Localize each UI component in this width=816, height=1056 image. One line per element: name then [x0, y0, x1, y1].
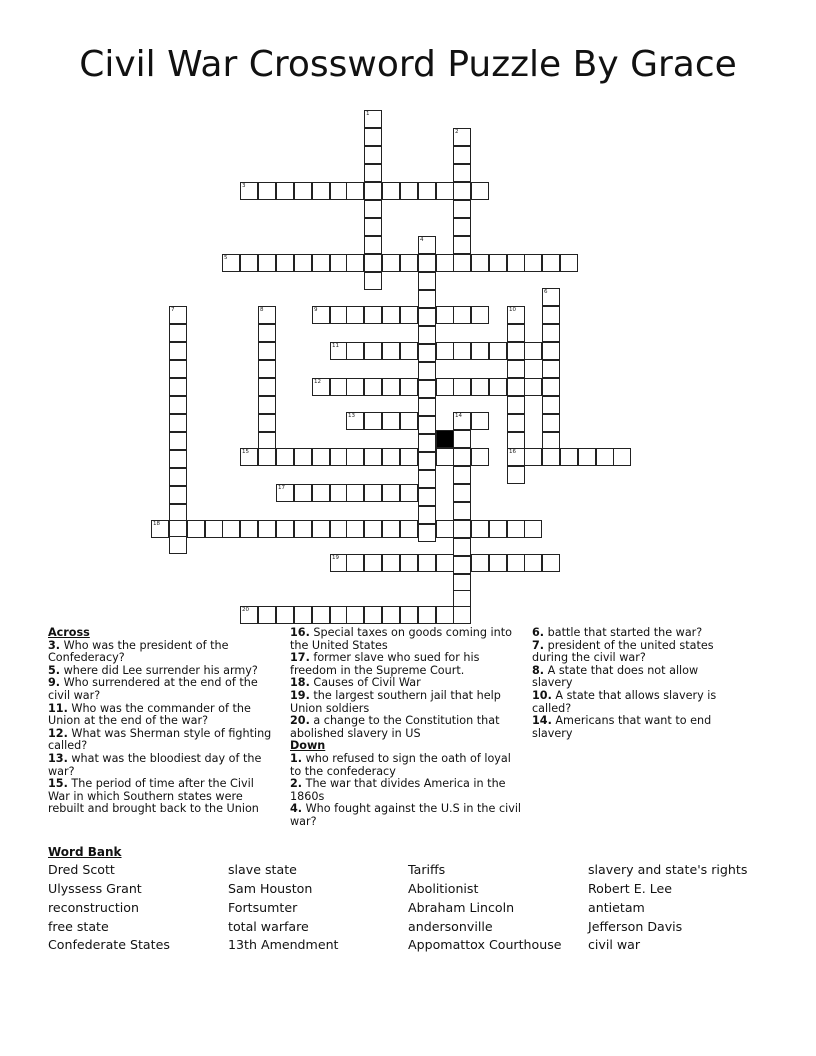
crossword-cell[interactable] [276, 182, 294, 200]
crossword-cell[interactable] [453, 218, 471, 236]
crossword-cell[interactable] [507, 342, 525, 360]
clue-across-3: 3. Who was the president of the Confederacy? [48, 638, 229, 665]
down-heading: Down [290, 739, 326, 753]
crossword-cell[interactable] [258, 378, 276, 396]
crossword-cell[interactable] [453, 342, 471, 360]
crossword-cell[interactable] [346, 448, 364, 466]
word-bank-item: Fortsumter [228, 900, 298, 915]
crossword-cell[interactable] [382, 378, 400, 396]
crossword-cell[interactable] [453, 606, 471, 624]
crossword-cell[interactable] [542, 378, 560, 396]
crossword-cell[interactable] [453, 538, 471, 556]
crossword-cell[interactable] [240, 520, 258, 538]
crossword-cell[interactable] [346, 306, 364, 324]
crossword-cell[interactable] [471, 254, 489, 272]
crossword-cell[interactable] [276, 606, 294, 624]
crossword-cell[interactable] [524, 378, 542, 396]
crossword-cell[interactable] [542, 554, 560, 572]
crossword-cell[interactable] [364, 236, 382, 254]
crossword-cell[interactable] [471, 448, 489, 466]
clue-across-16: 16. Special taxes on goods coming into the United States [290, 626, 512, 652]
crossword-cell[interactable] [542, 342, 560, 360]
crossword-cell[interactable] [346, 520, 364, 538]
crossword-cell[interactable] [222, 254, 240, 272]
crossword-cell[interactable] [596, 448, 614, 466]
crossword-cell[interactable] [418, 362, 436, 380]
crossword-cell[interactable] [258, 306, 276, 324]
crossword-cell[interactable] [169, 396, 187, 414]
crossword-cell[interactable] [524, 554, 542, 572]
crossword-cell[interactable] [560, 448, 578, 466]
crossword-cell[interactable] [169, 306, 187, 324]
crossword-cell[interactable] [382, 306, 400, 324]
clue-down-14: 14. Americans that want to end slavery [532, 714, 712, 740]
crossword-cell[interactable] [312, 254, 330, 272]
clue-number: 5 [224, 255, 228, 261]
crossword-cell[interactable] [436, 554, 454, 572]
word-bank-item: Abraham Lincoln [408, 900, 515, 915]
crossword-cell[interactable] [169, 468, 187, 486]
crossword-cell[interactable] [542, 306, 560, 324]
crossword-cell[interactable] [542, 414, 560, 432]
word-bank-item: Confederate States [48, 937, 170, 952]
crossword-cell[interactable] [400, 412, 418, 430]
clue-down-4: 4. Who fought against the U.S in the civil war? [290, 802, 522, 828]
crossword-cell[interactable] [400, 342, 418, 360]
crossword-cell[interactable] [507, 414, 525, 432]
crossword-cell[interactable] [418, 326, 436, 344]
word-bank-title: Word Bank [48, 845, 122, 859]
crossword-cell[interactable] [258, 396, 276, 414]
word-bank-item: antietam [588, 900, 645, 915]
crossword-cell[interactable] [276, 448, 294, 466]
crossword-cell[interactable] [418, 398, 436, 416]
crossword-cell[interactable] [436, 520, 454, 538]
crossword-cell[interactable] [507, 554, 525, 572]
clue-number: 16 [509, 449, 516, 455]
crossword-cell[interactable] [453, 236, 471, 254]
crossword-cell[interactable] [453, 430, 471, 448]
crossword-black-cell [436, 430, 454, 448]
clues-column-1 [48, 627, 276, 816]
crossword-cell[interactable] [400, 448, 418, 466]
crossword-cell[interactable] [364, 378, 382, 396]
crossword-cell[interactable] [489, 378, 507, 396]
word-bank-item: Jefferson Davis [588, 919, 683, 934]
crossword-cell[interactable] [169, 378, 187, 396]
crossword-cell[interactable] [382, 182, 400, 200]
crossword-cell[interactable] [364, 146, 382, 164]
crossword-cell[interactable] [364, 254, 382, 272]
crossword-cell[interactable] [418, 606, 436, 624]
crossword-cell[interactable] [258, 448, 276, 466]
crossword-cell[interactable] [471, 306, 489, 324]
crossword-cell[interactable] [400, 554, 418, 572]
crossword-cell[interactable] [436, 448, 454, 466]
crossword-cell[interactable] [400, 520, 418, 538]
crossword-cell[interactable] [453, 200, 471, 218]
crossword-cell[interactable] [364, 110, 382, 128]
crossword-cell[interactable] [169, 536, 187, 554]
crossword-cell[interactable] [222, 520, 240, 538]
crossword-cell[interactable] [453, 128, 471, 146]
crossword-cell[interactable] [258, 360, 276, 378]
crossword-cell[interactable] [436, 182, 454, 200]
crossword-cell[interactable] [346, 182, 364, 200]
crossword-cell[interactable] [364, 306, 382, 324]
crossword-cell[interactable] [418, 290, 436, 308]
crossword-cell[interactable] [258, 520, 276, 538]
crossword-cell[interactable] [578, 448, 596, 466]
crossword-cell[interactable] [471, 342, 489, 360]
crossword-cell[interactable] [364, 182, 382, 200]
crossword-cell[interactable] [418, 272, 436, 290]
crossword-cell[interactable] [453, 378, 471, 396]
crossword-cell[interactable] [346, 484, 364, 502]
word-bank-item: Sam Houston [228, 881, 313, 896]
crossword-cell[interactable] [507, 360, 525, 378]
crossword-cell[interactable] [382, 484, 400, 502]
word-bank-item: Appomattox Courthouse [408, 937, 562, 952]
clue-across-12: 12. What was Sherman style of fighting called? [48, 726, 272, 753]
crossword-cell[interactable] [312, 182, 330, 200]
crossword-cell[interactable] [453, 254, 471, 272]
clue-number: 18 [153, 521, 160, 527]
crossword-cell[interactable] [187, 520, 205, 538]
clue-number: 11 [332, 343, 339, 349]
crossword-cell[interactable] [240, 448, 258, 466]
clue-down-10: 10. A state that allows slavery is called? [532, 688, 717, 715]
clue-number: 7 [171, 307, 175, 313]
clue-down-7: 7. president of the united states during the civil war? [532, 638, 714, 665]
crossword-cell[interactable] [453, 484, 471, 502]
clues-column-2 [290, 627, 522, 829]
crossword-cell[interactable] [418, 524, 436, 542]
crossword-cell[interactable] [364, 520, 382, 538]
crossword-cell[interactable] [294, 484, 312, 502]
crossword-cell[interactable] [453, 306, 471, 324]
crossword-cell[interactable] [436, 306, 454, 324]
crossword-cell[interactable] [400, 306, 418, 324]
crossword-cell[interactable] [418, 254, 436, 272]
crossword-cell[interactable] [489, 342, 507, 360]
crossword-cell[interactable] [507, 378, 525, 396]
crossword-cell[interactable] [240, 182, 258, 200]
crossword-cell[interactable] [507, 466, 525, 484]
crossword-cell[interactable] [346, 378, 364, 396]
clue-across-9: 9. Who surrendered at the end of the civil war? [48, 676, 258, 702]
crossword-cell[interactable] [240, 606, 258, 624]
crossword-cell[interactable] [418, 434, 436, 452]
crossword-cell[interactable] [169, 324, 187, 342]
crossword-cell[interactable] [382, 412, 400, 430]
clue-down-2: 2. The war that divides America in the 1860s [290, 777, 506, 803]
crossword-cell[interactable] [400, 484, 418, 502]
crossword-cell[interactable] [453, 520, 471, 538]
crossword-cell[interactable] [294, 182, 312, 200]
crossword-cell[interactable] [418, 308, 436, 326]
clue-number: 8 [260, 307, 264, 313]
crossword-cell[interactable] [453, 412, 471, 430]
word-bank-item: slavery and state's rights [588, 862, 748, 877]
crossword-cell[interactable] [312, 606, 330, 624]
crossword-cell[interactable] [418, 380, 436, 398]
crossword-cell[interactable] [489, 254, 507, 272]
crossword-cell[interactable] [169, 414, 187, 432]
clue-across-5: 5. where did Lee surrender his army? [48, 663, 258, 677]
clue-number: 13 [348, 413, 355, 419]
clue-number: 19 [332, 555, 339, 561]
crossword-cell[interactable] [294, 448, 312, 466]
crossword-cell[interactable] [613, 448, 631, 466]
crossword-cell[interactable] [507, 448, 525, 466]
crossword-cell[interactable] [258, 606, 276, 624]
crossword-cell[interactable] [400, 254, 418, 272]
crossword-cell[interactable] [542, 254, 560, 272]
crossword-cell[interactable] [169, 486, 187, 504]
crossword-cell[interactable] [542, 288, 560, 306]
crossword-cell[interactable] [364, 164, 382, 182]
crossword-cell[interactable] [560, 254, 578, 272]
crossword-cell[interactable] [346, 554, 364, 572]
crossword-cell[interactable] [276, 484, 294, 502]
clue-across-11: 11. Who was the commander of the Union at the end of the war? [48, 701, 251, 728]
crossword-cell[interactable] [294, 606, 312, 624]
crossword-cell[interactable] [453, 466, 471, 484]
crossword-cell[interactable] [169, 450, 187, 468]
crossword-cell[interactable] [364, 128, 382, 146]
crossword-cell[interactable] [453, 556, 471, 574]
clue-number: 3 [242, 183, 246, 189]
crossword-cell[interactable] [346, 254, 364, 272]
crossword-cell[interactable] [471, 520, 489, 538]
crossword-cell[interactable] [258, 342, 276, 360]
crossword-cell[interactable] [258, 324, 276, 342]
crossword-cell[interactable] [436, 606, 454, 624]
clue-across-13: 13. what was the bloodiest day of the war? [48, 751, 262, 778]
crossword-cell[interactable] [382, 554, 400, 572]
crossword-cell[interactable] [436, 378, 454, 396]
crossword-cell[interactable] [471, 554, 489, 572]
clue-number: 17 [278, 485, 285, 491]
clue-across-15: 15. The period of time after the Civil War in which Southern states were rebuilt and brought back to the Union [48, 777, 259, 816]
crossword-cell[interactable] [418, 488, 436, 506]
word-bank-item: free state [48, 919, 109, 934]
clue-number: 6 [544, 289, 548, 295]
crossword-cell[interactable] [524, 448, 542, 466]
crossword-cell[interactable] [489, 554, 507, 572]
clue-down-6: 6. battle that started the war? [532, 626, 703, 639]
crossword-cell[interactable] [364, 272, 382, 290]
puzzle-title: Civil War Crossword Puzzle By Grace [79, 44, 737, 85]
crossword-cell[interactable] [258, 182, 276, 200]
crossword-cell[interactable] [400, 182, 418, 200]
crossword-cell[interactable] [364, 606, 382, 624]
crossword-cell[interactable] [524, 520, 542, 538]
crossword-cell[interactable] [471, 182, 489, 200]
crossword-cell[interactable] [382, 448, 400, 466]
word-bank-item: civil war [588, 937, 641, 952]
crossword-cell[interactable] [346, 606, 364, 624]
crossword-cell[interactable] [453, 502, 471, 520]
crossword-cell[interactable] [364, 218, 382, 236]
crossword-cell[interactable] [489, 520, 507, 538]
word-bank-item: reconstruction [48, 900, 139, 915]
crossword-cell[interactable] [312, 378, 330, 396]
crossword-cell[interactable] [400, 606, 418, 624]
crossword-cell[interactable] [294, 254, 312, 272]
clues-column-3 [532, 627, 732, 740]
crossword-cell[interactable] [507, 520, 525, 538]
crossword-cell[interactable] [507, 396, 525, 414]
crossword-cell[interactable] [542, 360, 560, 378]
crossword-cell[interactable] [364, 200, 382, 218]
word-bank-item: slave state [228, 862, 297, 877]
crossword-cell[interactable] [169, 432, 187, 450]
clue-down-8: 8. A state that does not allow slavery [532, 663, 699, 690]
across-heading: Across [48, 626, 90, 639]
word-bank-item: andersonville [408, 919, 493, 934]
crossword-cell[interactable] [507, 254, 525, 272]
word-bank-item: Robert E. Lee [588, 881, 673, 896]
crossword-cell[interactable] [542, 324, 560, 342]
crossword-cell[interactable] [364, 554, 382, 572]
word-bank-item: 13th Amendment [228, 937, 339, 952]
crossword-cell[interactable] [312, 484, 330, 502]
crossword-cell[interactable] [418, 344, 436, 362]
crossword-cell[interactable] [258, 254, 276, 272]
word-bank-item: Dred Scott [48, 862, 115, 877]
crossword-cell[interactable] [312, 520, 330, 538]
crossword-cell[interactable] [542, 396, 560, 414]
crossword-cell[interactable] [364, 448, 382, 466]
crossword-cell[interactable] [294, 520, 312, 538]
crossword-cell[interactable] [542, 448, 560, 466]
clue-number: 15 [242, 449, 249, 455]
crossword-cell[interactable] [382, 606, 400, 624]
word-bank-item: Tariffs [408, 862, 446, 877]
crossword-cell[interactable] [151, 520, 169, 538]
crossword-cell[interactable] [436, 342, 454, 360]
crossword-cell[interactable] [346, 342, 364, 360]
crossword-cell[interactable] [169, 342, 187, 360]
crossword-cell[interactable] [364, 484, 382, 502]
clue-number: 2 [455, 129, 459, 135]
crossword-cell[interactable] [418, 470, 436, 488]
crossword-cell[interactable] [382, 342, 400, 360]
clue-number: 4 [420, 237, 424, 243]
crossword-cell[interactable] [418, 182, 436, 200]
crossword-cell[interactable] [418, 506, 436, 524]
clue-number: 20 [242, 607, 249, 613]
word-bank-item: total warfare [228, 919, 309, 934]
crossword-cell[interactable] [382, 520, 400, 538]
crossword-cell[interactable] [453, 448, 471, 466]
crossword-cell[interactable] [364, 412, 382, 430]
crossword-cell[interactable] [382, 254, 400, 272]
crossword-cell[interactable] [400, 378, 418, 396]
crossword-cell[interactable] [418, 452, 436, 470]
crossword-cell[interactable] [240, 254, 258, 272]
crossword-cell[interactable] [346, 412, 364, 430]
clue-across-17: 17. former slave who sued for his freedom in the Supreme Court. [290, 651, 480, 677]
crossword-cell[interactable] [205, 520, 223, 538]
crossword-cell[interactable] [312, 448, 330, 466]
crossword-cell[interactable] [276, 254, 294, 272]
crossword-cell[interactable] [169, 360, 187, 378]
crossword-cell[interactable] [418, 554, 436, 572]
crossword-cell[interactable] [453, 164, 471, 182]
clue-number: 12 [314, 379, 321, 385]
crossword-cell[interactable] [364, 342, 382, 360]
crossword-cell[interactable] [524, 342, 542, 360]
crossword-cell[interactable] [507, 324, 525, 342]
crossword-cell[interactable] [312, 306, 330, 324]
crossword-cell[interactable] [471, 378, 489, 396]
crossword-cell[interactable] [453, 146, 471, 164]
crossword-cell[interactable] [418, 236, 436, 254]
clue-number: 10 [509, 307, 516, 313]
clue-across-20: 20. a change to the Constitution that abolished slavery in US [290, 714, 500, 740]
crossword-cell[interactable] [453, 182, 471, 200]
clue-number: 9 [314, 307, 318, 313]
clue-number: 1 [366, 111, 370, 117]
crossword-cell[interactable] [524, 254, 542, 272]
clue-down-1: 1. who refused to sign the oath of loyal to the confederacy [290, 751, 511, 778]
crossword-cell[interactable] [507, 306, 525, 324]
crossword-cell[interactable] [276, 520, 294, 538]
clue-across-18: 18. Causes of Civil War [290, 676, 421, 690]
crossword-cell[interactable] [418, 416, 436, 434]
crossword-cell[interactable] [436, 254, 454, 272]
clue-across-19: 19. the largest southern jail that help Union soldiers [290, 688, 501, 715]
crossword-cell[interactable] [471, 412, 489, 430]
word-bank-item: Ulyssess Grant [48, 881, 142, 896]
clue-number: 14 [455, 413, 462, 419]
crossword-cell[interactable] [258, 414, 276, 432]
word-bank-item: Abolitionist [408, 881, 479, 896]
